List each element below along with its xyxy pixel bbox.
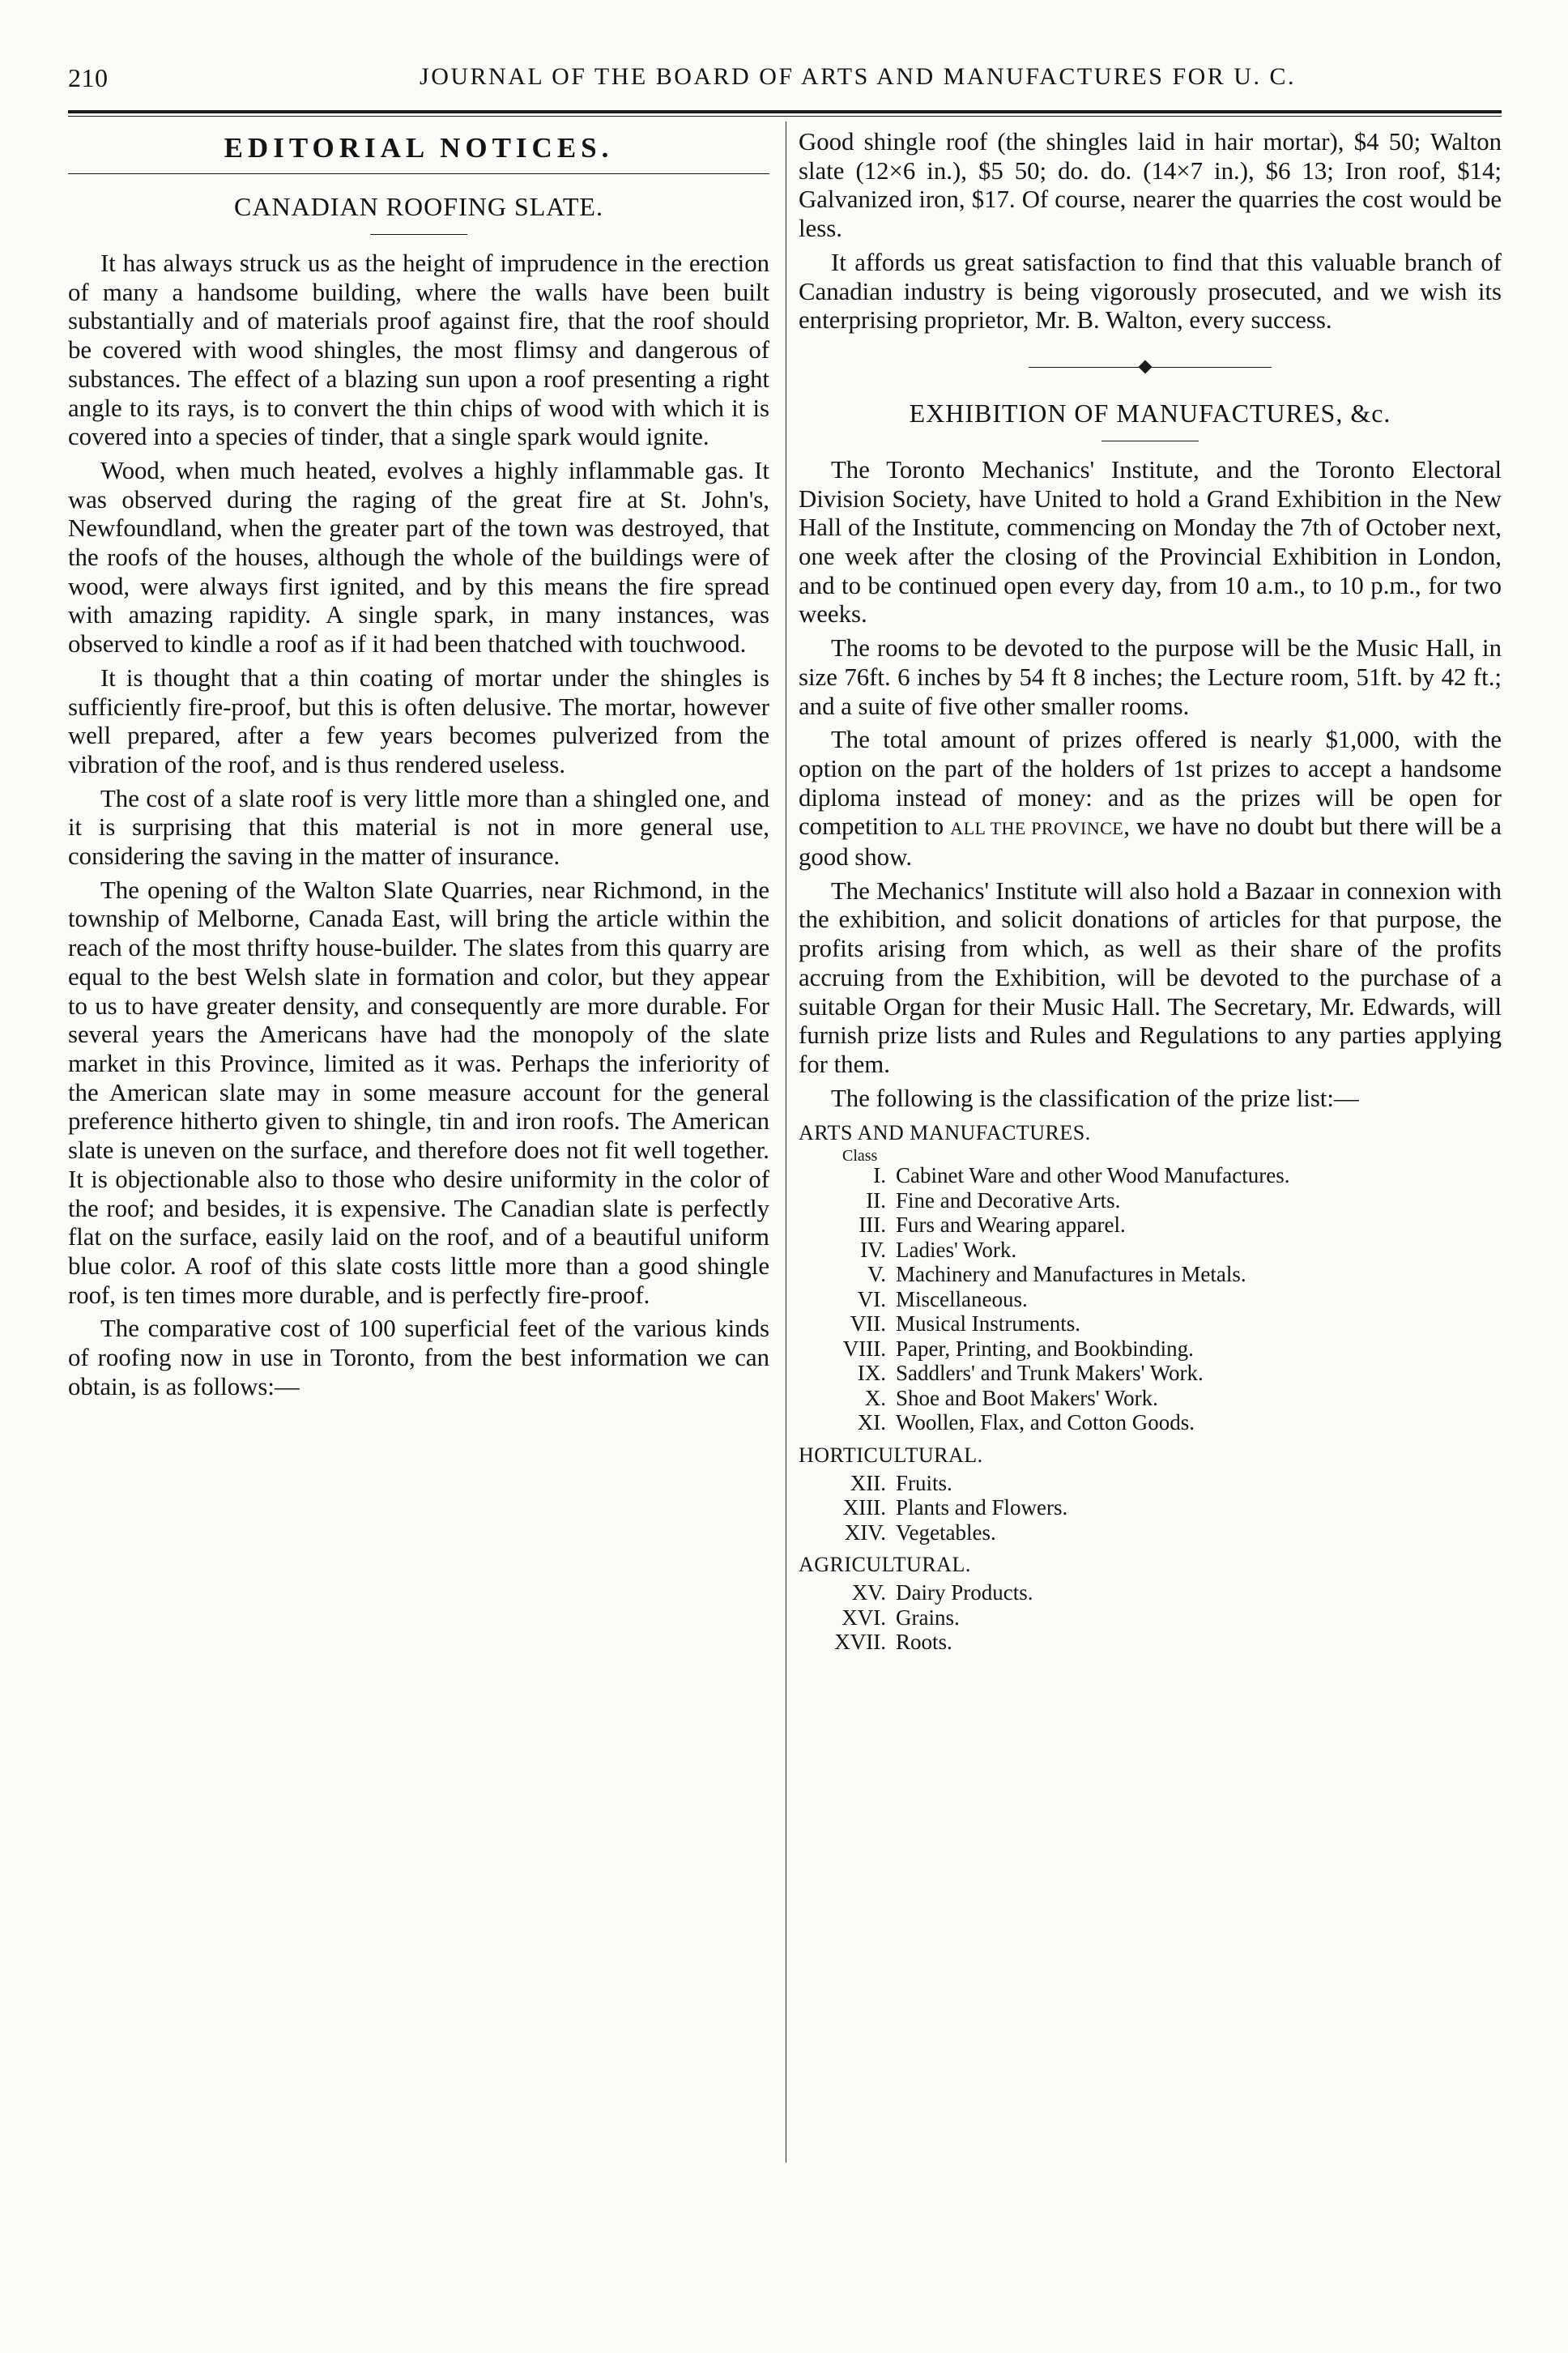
class-list	[799, 1471, 1502, 1545]
title-rule	[370, 234, 467, 235]
class-item	[799, 1188, 1502, 1213]
category-heading: HORTICULTURAL.	[799, 1443, 983, 1467]
class-name: Cabinet Ware and other Wood Manufactures.	[896, 1163, 1290, 1188]
page-number: 210	[68, 63, 109, 92]
class-item	[799, 1163, 1502, 1188]
class-name: Shoe and Boot Makers' Work.	[896, 1385, 1158, 1410]
class-number: III.	[859, 1213, 886, 1238]
class-name: Furs and Wearing apparel.	[896, 1213, 1126, 1238]
article-title-exhibition: EXHIBITION OF MANUFACTURES, &c.	[909, 398, 1391, 428]
class-number: XVII.	[834, 1630, 886, 1655]
paragraph: It affords us great satisfaction to find that this valuable branch of Canadian industry is being vigorously prosecuted, and we wish its enterprising proprietor, Mr. B. Walton, every success.	[799, 248, 1502, 335]
class-item	[799, 1471, 1502, 1496]
paragraph: The Mechanics' Institute will also hold a Bazaar in connexion with the exhibition, and solicit donations of articles for that purpose, the profits arising from which, as well as their share of the profits accruing from the Exhibition, will be devoted to the purchase of a suitable Organ for their Music Hall. The Secretary, Mr. Edwards, will furnish prize lists and Rules and Regulations to any parties applying for them.	[799, 876, 1502, 1078]
right-column	[799, 128, 1502, 1661]
diamond-icon	[1139, 360, 1153, 373]
paragraph: The opening of the Walton Slate Quarries, near Richmond, in the township of Melborne, Canada East, will bring the article within the reach of the most thrifty house-builder. The slates from this quarry are equal to the best Welsh slate in formation and color, but they appear to us to have greater density, and consequently are more durable. For several years the Americans have had the monopoly of the slate market in this Province, limited as it was. Perhaps the inferiority of the American slate may in some measure account for the general preference hitherto given to shingle, tin and iron roofs. The American slate is uneven on the surface, and therefore does not fit well together. It is objectionable also to those who desire uniformity in the color of the roof; and besides, it is expensive. The Canadian slate is perfectly flat on the surface, easily laid on the roof, and of a beautiful uniform blue color. A roof of this slate costs little more than a good shingle roof, is ten times more durable, and is perfectly fire-proof.	[68, 876, 769, 1309]
paragraph: The Toronto Mechanics' Institute, and the Toronto Electoral Division Society, have United to hold a Grand Exhibition in the New Hall of the Institute, commencing on Monday the 7th of October next, one week after the closing of the Provincial Exhibition in London, and to be continued open every day, from 10 a.m., to 10 p.m., for two weeks.	[799, 455, 1502, 629]
class-number: II.	[866, 1187, 886, 1213]
category-heading: ARTS AND MANUFACTURES.	[799, 1121, 1091, 1145]
class-number: VI.	[857, 1286, 886, 1311]
class-name: Woollen, Flax, and Cotton Goods.	[896, 1410, 1195, 1435]
paragraph: It is thought that a thin coating of mortar under the shingles is sufficiently fire-proof, but this is often delusive. The mortar, however well prepared, after a few years becomes pulverized from the vibration of the roof, and is thus rendered useless.	[68, 663, 769, 778]
class-name: Machinery and Manufactures in Metals.	[896, 1262, 1246, 1287]
class-name: Miscellaneous.	[896, 1286, 1028, 1311]
header-rule-thin	[68, 116, 1502, 117]
class-number: X.	[864, 1385, 886, 1410]
class-name: Saddlers' and Trunk Makers' Work.	[896, 1361, 1204, 1386]
class-item	[799, 1605, 1502, 1630]
class-number: XV.	[851, 1580, 886, 1605]
class-name: Roots.	[896, 1630, 952, 1655]
class-item	[799, 1520, 1502, 1545]
paragraph: The comparative cost of 100 superficial feet of the various kinds of roofing now in use in Toronto, from the best information we can obtain, is as follows:—	[68, 1315, 769, 1400]
class-item	[799, 1238, 1502, 1263]
paragraph: Wood, when much heated, evolves a highly inflammable gas. It was observed during the raging of the great fire at St. John's, Newfoundland, when the greater part of the town was destroyed, that the roofs of the houses, although the whole of the buildings were of wood, were always first ignited, and by this means the fire spread with amazing rapidity. A single spark, in many instances, was observed to kindle a roof as if it had been thatched with touchwood.	[68, 456, 769, 659]
section-ornament	[1029, 360, 1272, 376]
class-name: Musical Instruments.	[896, 1311, 1080, 1336]
class-number: V.	[867, 1262, 886, 1287]
journal-title: JOURNAL OF THE BOARD OF ARTS AND MANUFACTURES FOR U. C.	[420, 63, 1296, 90]
class-list	[799, 1580, 1502, 1655]
class-number: IV.	[860, 1237, 886, 1262]
class-name: Vegetables.	[896, 1520, 996, 1545]
category-heading: AGRICULTURAL.	[799, 1553, 971, 1577]
class-number: XI.	[857, 1410, 886, 1435]
paragraph: The following is the classification of the prize list:—	[831, 1084, 1359, 1112]
class-item	[799, 1311, 1502, 1336]
paragraph-continued: Good shingle roof (the shingles laid in hair mortar), $4 50; Walton slate (12×6 in.), $5 50; do. do. (14×7 in.), $6 13; Iron roof, $14; Galvanized iron, $17. Of course, nearer the quarries the cost would be less.	[799, 128, 1502, 243]
paragraph: It has always struck us as the height of imprudence in the erection of many a handsome building, where the walls have been built substantially and of materials proof against fire, that the roof should be covered with wood shingles, the most flimsy and dangerous of substances. The effect of a blazing sun upon a roof presenting a right angle to its rays, is to convert the thin chips of wood with which it is covered into a species of tinder, that a single spark would ignite.	[68, 249, 769, 451]
prizes-text: The total amount of prizes offered is nearly $1,000, with the option on the part of the holders of 1st prizes to accept a handsome diploma instead of money: and as the prizes will be open for competition to	[799, 726, 1502, 841]
paragraph: The rooms to be devoted to the purpose will be the Music Hall, in size 76ft. 6 inches by 54 ft 8 inches; the Lecture room, 51ft. by 42 ft.; and a suite of five other smaller rooms.	[799, 634, 1502, 720]
section-title: EDITORIAL NOTICES.	[224, 132, 614, 164]
class-item	[799, 1213, 1502, 1238]
class-number: VIII.	[842, 1336, 886, 1361]
class-name: Fruits.	[896, 1470, 952, 1495]
class-number: XIII.	[842, 1495, 886, 1520]
class-item	[799, 1580, 1502, 1605]
class-name: Dairy Products.	[896, 1580, 1033, 1605]
class-item	[799, 1495, 1502, 1520]
class-list	[799, 1163, 1502, 1435]
left-column	[68, 128, 769, 1406]
section-rule	[68, 173, 769, 174]
class-number: XIV.	[844, 1520, 886, 1545]
article-title-roofing-slate: CANADIAN ROOFING SLATE.	[234, 192, 603, 221]
class-item	[799, 1262, 1502, 1287]
small-caps-text: ALL THE PROVINCE	[950, 818, 1124, 839]
class-number: I.	[873, 1163, 886, 1188]
class-label: Class	[842, 1147, 878, 1166]
class-name: Grains.	[896, 1605, 960, 1630]
class-number: XII.	[850, 1470, 886, 1495]
class-name: Paper, Printing, and Bookbinding.	[896, 1336, 1194, 1361]
running-head	[68, 63, 1502, 99]
class-number: VII.	[850, 1311, 886, 1336]
class-item	[799, 1410, 1502, 1435]
class-item	[799, 1386, 1502, 1411]
class-item	[799, 1630, 1502, 1655]
class-name: Fine and Decorative Arts.	[896, 1187, 1121, 1213]
paragraph: The cost of a slate roof is very little more than a shingled one, and it is surprising that this material is not in more general use, considering the saving in the matter of insurance.	[68, 784, 769, 871]
class-item	[799, 1336, 1502, 1362]
class-item	[799, 1361, 1502, 1386]
class-number: IX.	[857, 1361, 886, 1386]
paragraph-prizes	[799, 726, 1502, 872]
prizes-text-end: , we have no doubt but there will be a good show.	[799, 812, 1502, 872]
class-item	[799, 1287, 1502, 1312]
header-rule	[68, 110, 1502, 113]
class-name: Ladies' Work.	[896, 1237, 1017, 1262]
class-number: XVI.	[842, 1605, 886, 1630]
class-name: Plants and Flowers.	[896, 1495, 1068, 1520]
